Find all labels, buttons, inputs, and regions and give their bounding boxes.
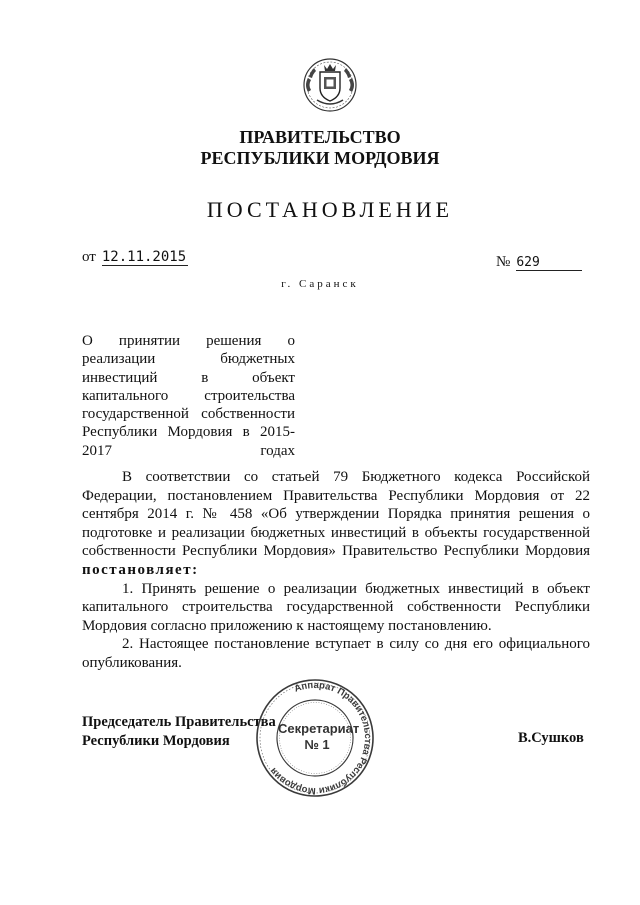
coat-of-arms-icon: [300, 56, 360, 114]
signer-title-line2: Республики Мордовия: [82, 733, 230, 749]
stamp-ring-text: Аппарат Правительства Республики Мордовия: [268, 679, 374, 797]
stamp-center-line1: Секретариат: [278, 721, 360, 736]
signer-name: В.Сушков: [518, 730, 584, 746]
document-body: [82, 468, 590, 673]
document-type: ПОСТАНОВЛЕНИЕ: [206, 197, 454, 222]
body-paragraph: [82, 468, 590, 580]
date-field: [82, 249, 188, 266]
document-subject: О принятии решения о реализации бюджетных инвестиций в объект капитального строительства государственной собственности Республики Мордовия в 2015-2017 годах: [82, 333, 295, 459]
number-field: [496, 254, 582, 271]
city: г. Саранск: [281, 278, 359, 290]
number-prefix: №: [496, 254, 511, 270]
date-value: 12.11.2015: [101, 249, 187, 265]
stamp-center-text: [278, 721, 360, 753]
organization-name-line2: РЕСПУБЛИКИ МОРДОВИЯ: [200, 148, 440, 168]
organization-name-line1: ПРАВИТЕЛЬСТВО: [239, 127, 401, 147]
body-item-1: 1. Принять решение о реализации бюджетных инвестиций в объект капитального строительства государственной собственности Республики Мордовия согласно приложению к настоящему постановлению.: [82, 580, 590, 634]
date-prefix: от: [82, 249, 96, 265]
signer-title: [82, 713, 276, 751]
stamp-center-line2: № 1: [304, 737, 330, 752]
body-item-2: 2. Настоящее постановление вступает в силу со дня его официального опубликования.: [82, 636, 590, 671]
decree-word: постановляет:: [82, 561, 199, 578]
number-value: 629: [516, 255, 582, 271]
signer-title-line1: Председатель Правительства: [82, 714, 276, 730]
preamble-text: В соответствии со статьей 79 Бюджетного кодекса Российской Федерации, постановлением Правительства Республики Мордовия от 22 сентября 2014 г. № 458 «Об утверждении Порядка принятия решения о подготовке и реализации бюджетных инвестиций в объекты государственной собственности Республики Мордовия» Правительство Республики Мордовия: [82, 469, 590, 560]
